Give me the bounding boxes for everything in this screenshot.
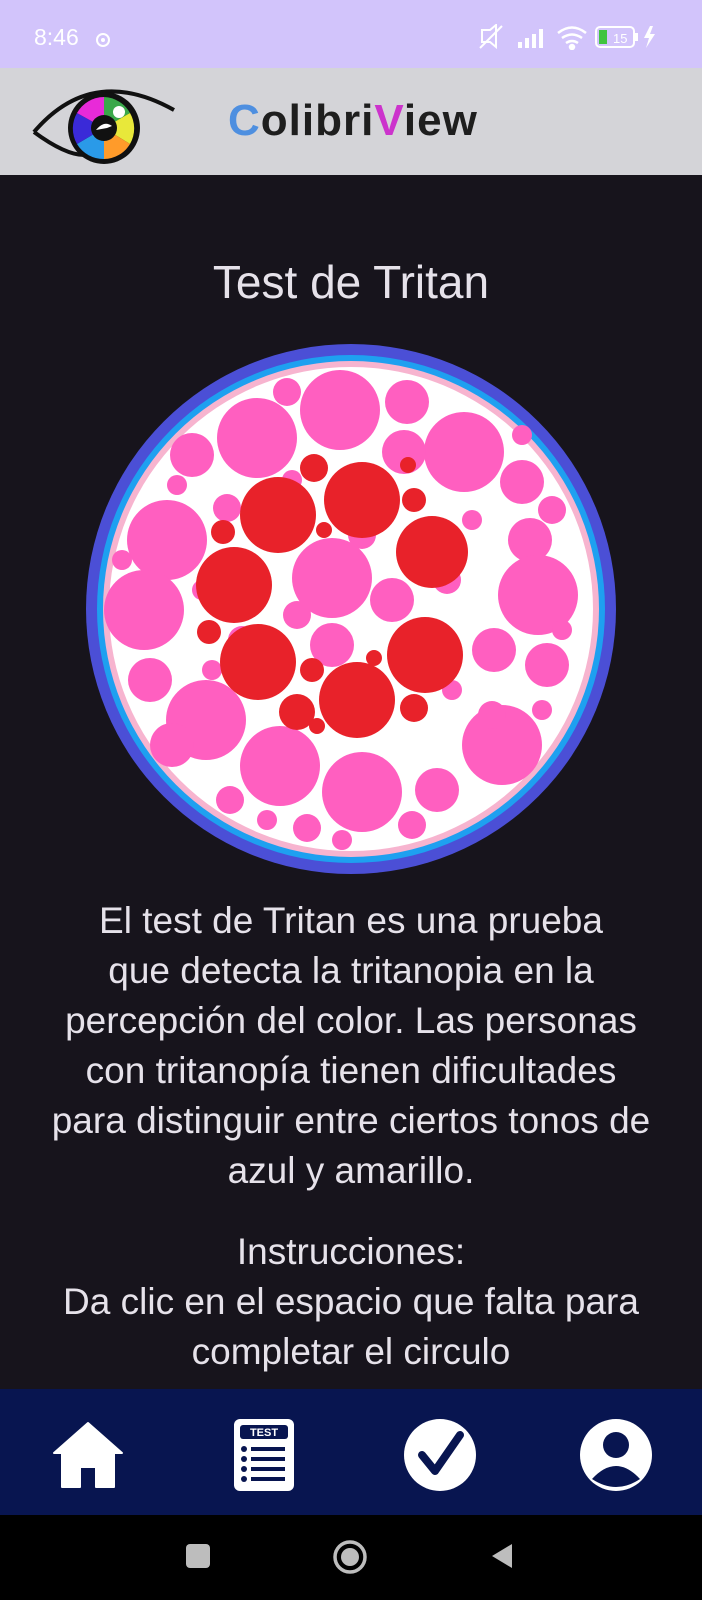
test-badge: TEST — [249, 1427, 279, 1439]
instructions-line: Da clic en el espacio que falta para — [63, 1281, 639, 1322]
instructions-title: Instrucciones: — [236, 1231, 466, 1272]
signal-icon — [518, 29, 543, 48]
battery-level: 15 — [613, 31, 628, 46]
brand-name — [228, 96, 478, 146]
description-line: percepción del color. Las personas — [65, 1000, 637, 1041]
status-bar — [0, 0, 702, 68]
status-icons — [478, 24, 668, 50]
mute-icon — [480, 25, 502, 48]
description-line: con tritanopía tienen dificultades — [85, 1050, 617, 1091]
instructions-text — [0, 1277, 702, 1377]
home-button[interactable] — [332, 1539, 368, 1575]
brand-letter-c: C — [228, 96, 261, 145]
eye-logo-icon — [32, 78, 182, 168]
back-button[interactable] — [488, 1542, 516, 1570]
brand-part-olibri: olibri — [260, 96, 375, 145]
page-title: Test de Tritan — [212, 256, 490, 308]
sync-icon — [95, 32, 111, 48]
check-icon[interactable] — [402, 1417, 478, 1493]
brand-part-iew: iew — [403, 96, 478, 145]
test-list-icon[interactable] — [226, 1417, 302, 1493]
instructions-line: completar el circulo — [191, 1331, 511, 1372]
bottom-nav — [0, 1389, 702, 1515]
tritan-plate-image[interactable] — [82, 340, 620, 878]
description-line: que detecta la tritanopia en la — [108, 950, 594, 991]
user-icon[interactable] — [578, 1417, 654, 1493]
home-icon[interactable] — [50, 1417, 126, 1493]
content-scroll[interactable] — [0, 175, 702, 1389]
description — [0, 896, 702, 1196]
wifi-icon — [558, 28, 586, 50]
status-time: 8:46 — [34, 24, 79, 50]
recents-button[interactable] — [185, 1543, 211, 1569]
brand-letter-v: V — [374, 96, 404, 145]
description-line: para distinguir entre ciertos tonos de — [51, 1100, 651, 1141]
description-line: El test de Tritan es una prueba — [99, 900, 603, 941]
app-header — [0, 68, 702, 175]
charging-icon — [644, 26, 655, 48]
description-line: azul y amarillo. — [227, 1150, 475, 1191]
system-nav-bar — [0, 1515, 702, 1600]
